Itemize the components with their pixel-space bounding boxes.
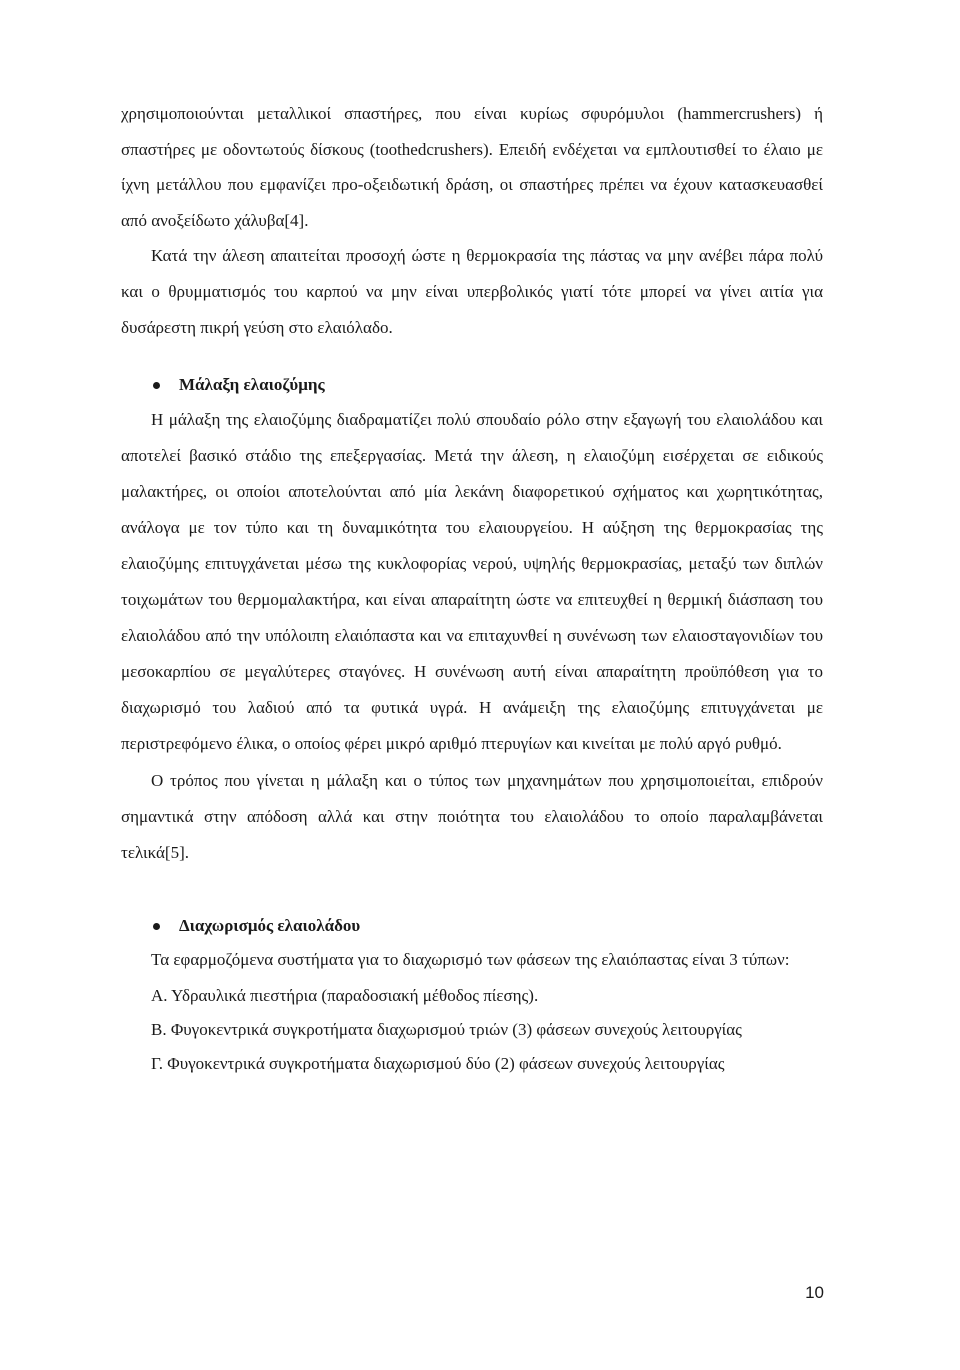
list-item-hydraulic-presses: Α. Υδραυλικά πιεστήρια (παραδοσιακή μέθοδος πίεσης). <box>151 986 539 1005</box>
spacer <box>121 871 823 909</box>
heading-separation-text: Διαχωρισμός ελαιολάδου <box>179 916 361 935</box>
bullet-icon <box>153 923 160 930</box>
heading-separation <box>121 909 823 943</box>
paragraph-malaxation-method: Ο τρόπος που γίνεται η μάλαξη και ο τύπος των μηχανημάτων που χρησιμοποιείται, επιδρούν σημαντικά στην απόδοση αλλά και στην ποιότητα του ελαιολάδου το οποίο παραλαμβάνεται τελικά[5]. <box>121 771 823 862</box>
page-number: 10 <box>805 1283 824 1302</box>
paragraph-separation-systems: Τα εφαρμοζόμενα συστήματα για το διαχωρισμό των φάσεων της ελαιόπαστας είναι 3 τύπων: <box>151 950 790 969</box>
list-item-two-phase: Γ. Φυγοκεντρικά συγκροτήματα διαχωρισμού δύο (2) φάσεων συνεχούς λειτουργίας <box>151 1054 725 1073</box>
paragraph-malaxation: Η μάλαξη της ελαιοζύμης διαδραματίζει πολύ σπουδαίο ρόλο στην εξαγωγή του ελαιολάδου και αποτελεί βασικό στάδιο της επεξεργασίας. Μετά την άλεση, η ελαιοζύμη εισέρχεται σε ειδικούς μαλακτήρες, οι οποίοι αποτελούνται από μία λεκάνη διαφορετικού σχήματος και χωρητικότητας, ανάλογα με τον τύπο και τη δυναμικότητα του ελαιουργείου. Η αύξηση της θερμοκρασίας της ελαιοζύμης επιτυγχάνεται μέσω της κυκλοφορίας νερού, υψηλής θερμοκρασίας, μεταξύ των διπλών τοιχωμάτων του θερμομαλακτήρα, και είναι απαραίτητη ώστε να επιτευχθεί η θερμική διάσπαση του ελαιολάδου από την υπόλοιπη ελαιόπαστα και να επιταχυνθεί η συνένωση των ελαιοσταγονιδίων του μεσοκαρπίου σε μεγαλύτερες σταγόνες. Η συνένωση αυτή είναι απαραίτητη προϋπόθεση για το διαχωρισμό του λαδιού από τα φυτικά υγρά. Η ανάμειξη της ελαιοζύμης επιτυγχάνεται με περιστρεφόμενο έλικα, ο οποίος φέρει μικρό αριθμό πτερυγίων και κινείται με πολύ αργό ρυθμό. <box>121 410 823 753</box>
paragraph-crushers: χρησιμοποιούνται μεταλλικοί σπαστήρες, που είναι κυρίως σφυρόμυλοι (hammercrushers) ή σπαστήρες με οδοντωτούς δίσκους (toothedcrushers). Επειδή ενδέχεται να εμπλουτισθεί το έλαιο με ίχνη μετάλλου που εμφανίζει προ-οξειδωτική δράση, οι σπαστήρες πρέπει να έχουν κατασκευασθεί από ανοξείδωτο χάλυβα[4]. <box>121 104 823 230</box>
bullet-icon <box>153 382 160 389</box>
heading-malaxation-text: Μάλαξη ελαιοζύμης <box>179 375 325 394</box>
spacer <box>121 346 823 368</box>
document-page <box>121 96 823 1081</box>
list-item-three-phase: Β. Φυγοκεντρικά συγκροτήματα διαχωρισμού τριών (3) φάσεων συνεχούς λειτουργίας <box>151 1020 742 1039</box>
paragraph-grinding-temperature: Κατά την άλεση απαιτείται προσοχή ώστε η θερμοκρασία της πάστας να μην ανέβει πάρα πολύ και ο θρυμματισμός του καρπού να μην είναι υπερβολικός γιατί τότε μπορεί να γίνει αιτία για δυσάρεστη πικρή γεύση στο ελαιόλαδο. <box>121 246 823 337</box>
heading-malaxation <box>121 368 823 402</box>
